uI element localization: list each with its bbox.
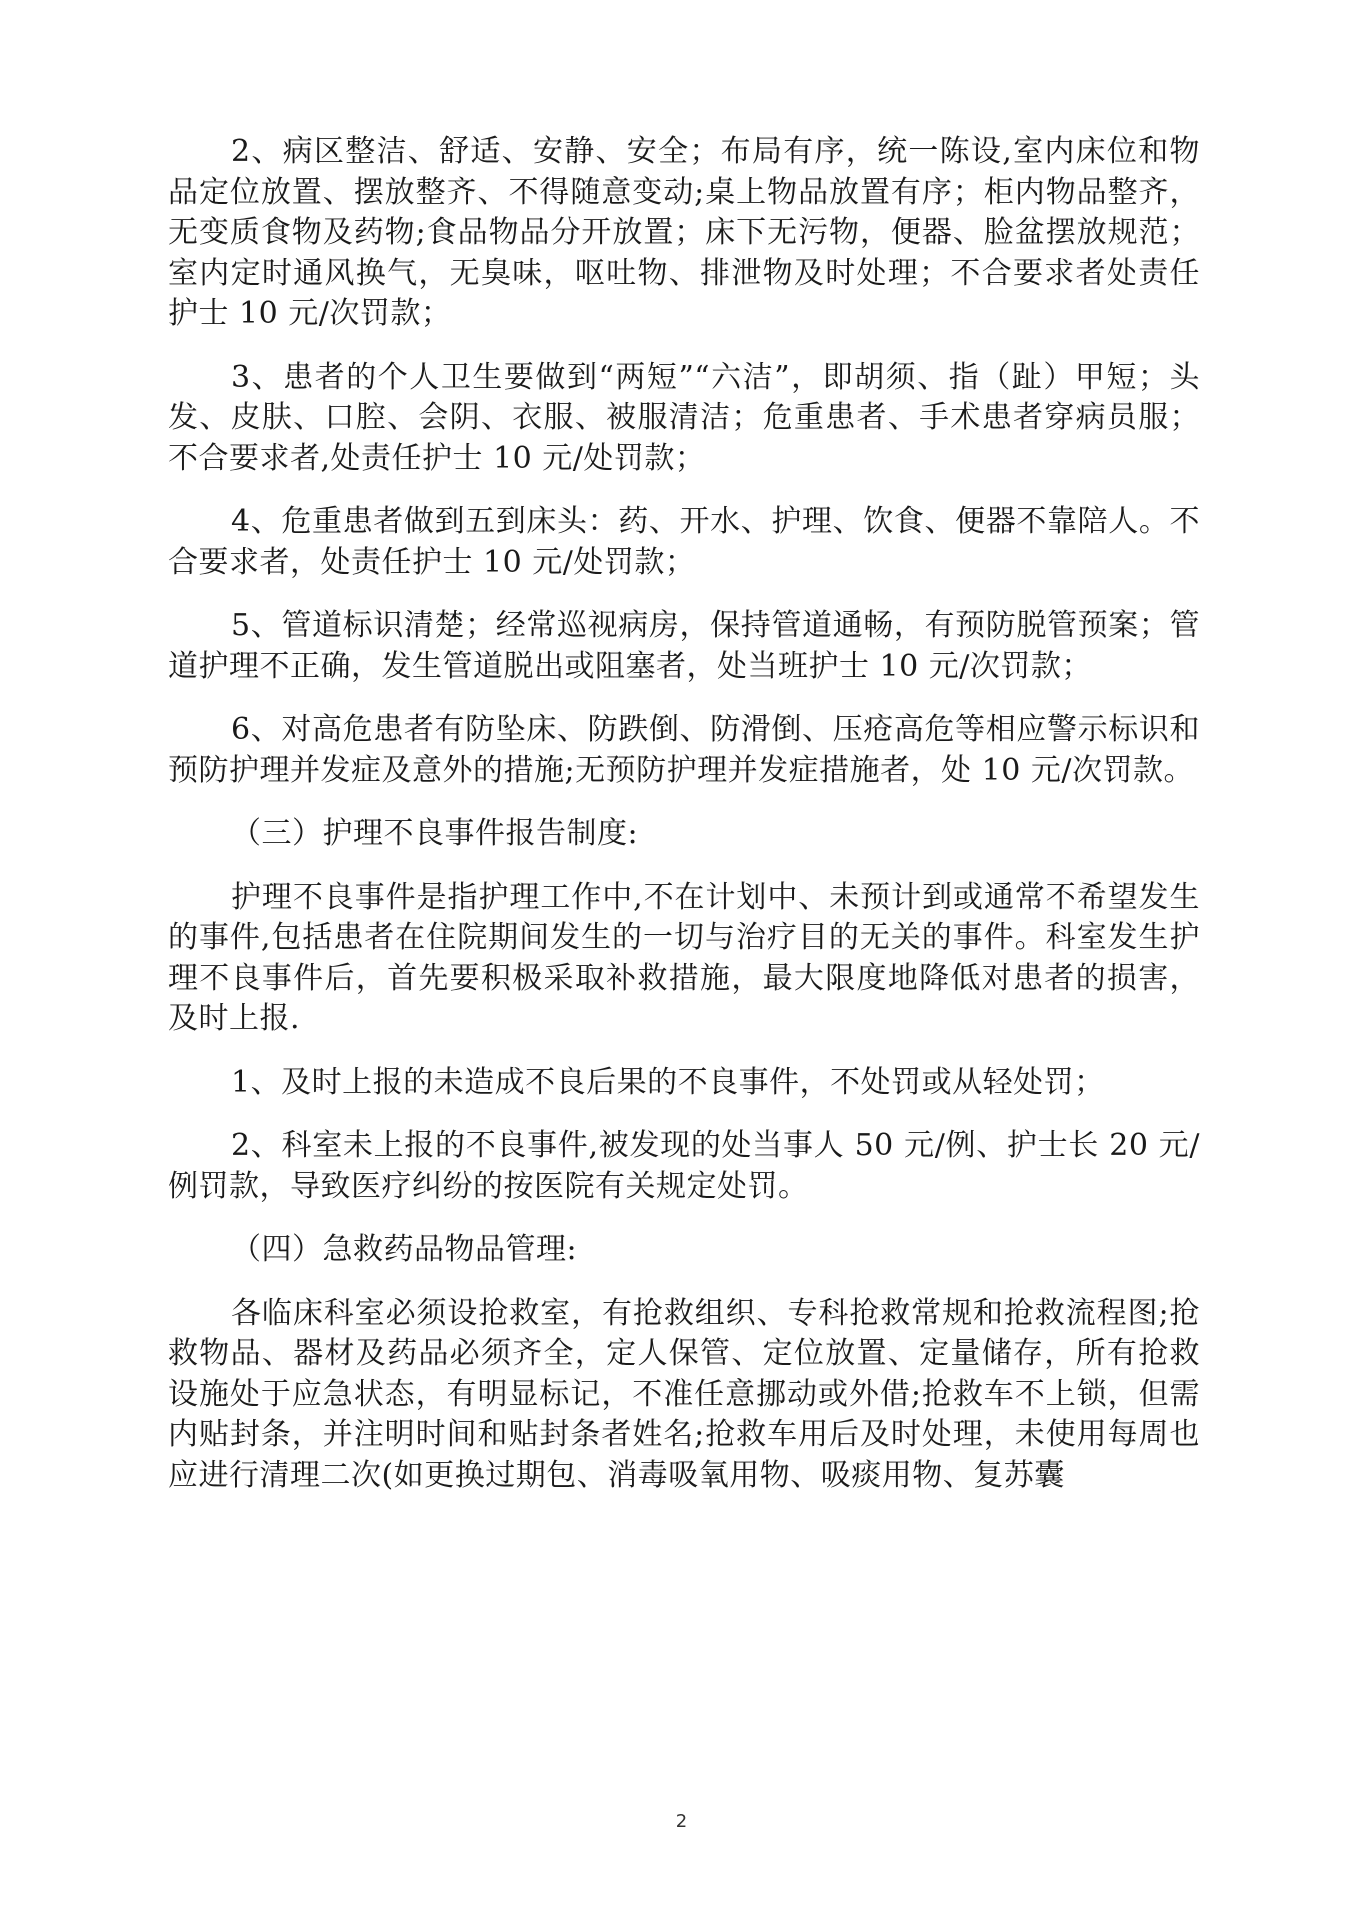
paragraph-high-risk-patients: 6、对高危患者有防坠床、防跌倒、防滑倒、压疮高危等相应警示标识和预防护理并发症及意外的措施;无预防护理并发症措施者，处 10 元/次罚款。 [168,712,1200,788]
section-heading-emergency-supplies: （四）急救药品物品管理: [231,1232,578,1267]
paragraph-critical-patients: 4、危重患者做到五到床头：药、开水、护理、饮食、便器不靠陪人。不合要求者，处责任护士 10 元/处罚款； [168,504,1200,580]
section-heading-adverse-events: （三）护理不良事件报告制度: [231,816,639,851]
paragraph-personal-hygiene: 3、患者的个人卫生要做到“两短”“六洁”，即胡须、指（趾）甲短；头发、皮肤、口腔、会阴、衣服、被服清洁；危重患者、手术患者穿病员服；不合要求者,处责任护士 10 元/处罚款； [168,359,1200,476]
paragraph-timely-report: 1、及时上报的未造成不良后果的不良事件，不处罚或从轻处罚； [231,1064,1105,1100]
paragraph-adverse-event-definition: 护理不良事件是指护理工作中,不在计划中、未预计到或通常不希望发生的事件,包括患者在住院期间发生的一切与治疗目的无关的事件。科室发生护理不良事件后，首先要积极采取补救措施，最大限度地降低对患者的损害，及时上报. [168,879,1200,1036]
paragraph-emergency-room: 各临床科室必须设抢救室，有抢救组织、专科抢救常规和抢救流程图;抢救物品、器材及药品必须齐全，定人保管、定位放置、定量储存，所有抢救设施处于应急状态，有明显标记，不准任意挪动或外借;抢救车不上锁，但需内贴封条，并注明时间和贴封条者姓名;抢救车用后及时处理，未使用每周也应进行清理二次(如更换过期包、消毒吸氧用物、吸痰用物、复苏囊 [168,1295,1200,1493]
paragraph-ward-cleanliness: 2、病区整洁、舒适、安静、安全；布局有序，统一陈设,室内床位和物品定位放置、摆放整齐、不得随意变动;桌上物品放置有序；柜内物品整齐，无变质食物及药物;食品物品分开放置；床下无污物，便器、脸盆摆放规范；室内定时通风换气，无臭味，呕吐物、排泄物及时处理；不合要求者处责任护士 10 元/次罚款； [168,134,1200,331]
paragraph-unreported-events: 2、科室未上报的不良事件,被发现的处当事人 50 元/例、护士长 20 元/例罚款，导致医疗纠纷的按医院有关规定处罚。 [168,1128,1200,1204]
paragraph-tube-management: 5、管道标识清楚；经常巡视病房，保持管道通畅，有预防脱管预案；管道护理不正确，发生管道脱出或阻塞者，处当班护士 10 元/次罚款； [168,608,1200,684]
document-body [168,132,1200,1519]
page-number: 2 [675,1811,688,1832]
